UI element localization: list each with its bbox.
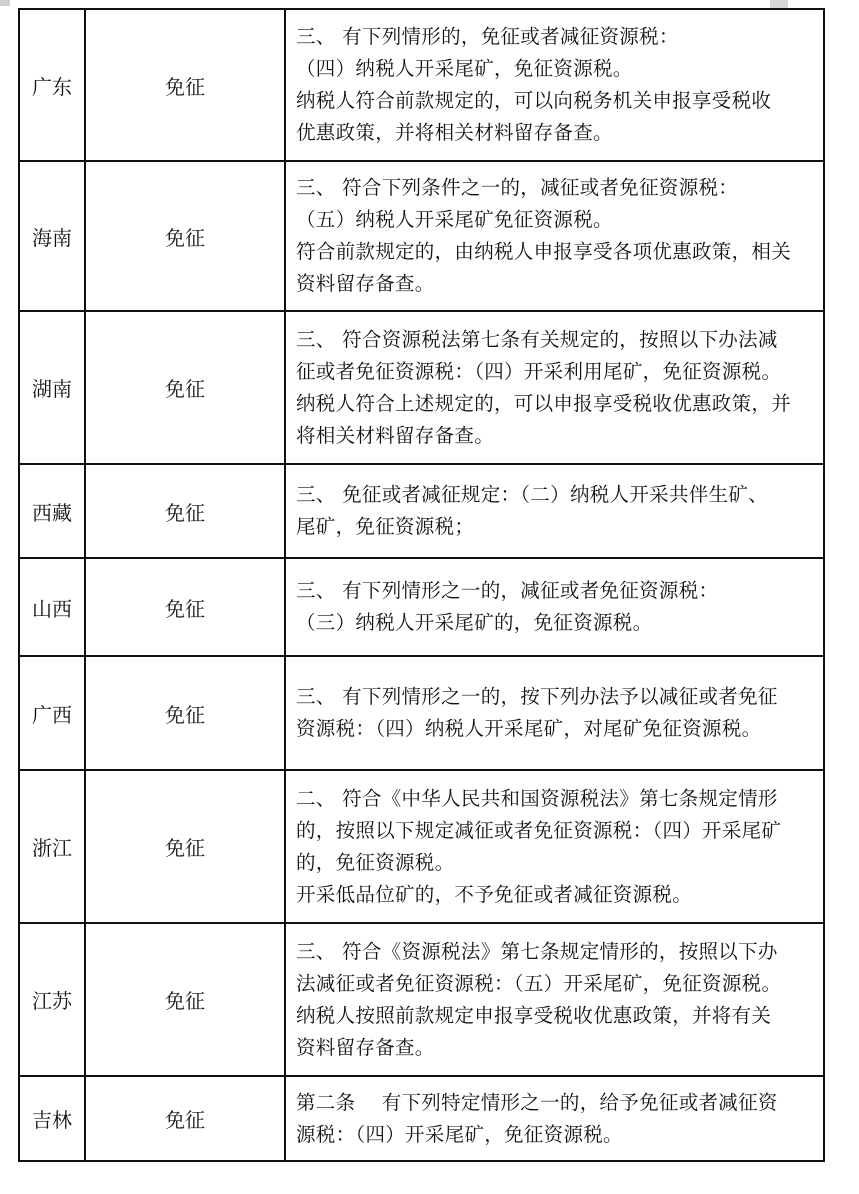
policy-text-line: （五）纳税人开采尾矿免征资源税。 xyxy=(296,208,613,231)
status-cell: 免征 xyxy=(85,770,285,923)
policy-text-line: 纳税人按照前款规定申报享受税收优惠政策，并将有关 xyxy=(296,1003,772,1027)
policy-text-cell xyxy=(285,464,824,558)
policy-text-line: 三、 符合资源税法第七条有关规定的，按照以下办法减 xyxy=(296,327,778,351)
status-cell: 免征 xyxy=(85,558,285,656)
policy-text-line: 开采低品位矿的，不予免征或者减征资源税。 xyxy=(296,882,693,906)
status-cell: 免征 xyxy=(85,9,285,161)
policy-text-cell xyxy=(285,9,824,161)
province-cell: 广西 xyxy=(19,656,85,770)
policy-text-line: 的，按照以下规定减征或者免征资源税：（四）开采尾矿 xyxy=(296,818,782,842)
table-row xyxy=(19,558,824,656)
status-cell: 免征 xyxy=(85,464,285,558)
policy-text-cell xyxy=(285,161,824,311)
policy-text-line: 尾矿，免征资源税； xyxy=(296,515,475,538)
policy-text-line: 三、 有下列情形之一的，按下列办法予以减征或者免征 xyxy=(296,685,778,708)
status-cell: 免征 xyxy=(85,161,285,311)
province-cell: 山西 xyxy=(19,558,85,656)
policy-text-line: 第二条 有下列特定情形之一的，给予免征或者减征资 xyxy=(296,1090,778,1114)
policy-text-line: 的，免征资源税。 xyxy=(296,850,455,874)
table-row xyxy=(19,161,824,311)
policy-text-line: （三）纳税人开采尾矿的，免征资源税。 xyxy=(296,611,653,634)
policy-text-line: 源税：（四）开采尾矿，免征资源税。 xyxy=(296,1122,623,1146)
tax-policy-table xyxy=(18,8,825,1162)
policy-text-line: 符合前款规定的，由纳税人申报享受各项优惠政策，相关 xyxy=(296,240,792,263)
policy-text-cell xyxy=(285,923,824,1076)
table-row xyxy=(19,311,824,464)
policy-text-line: 三、 符合《资源税法》第七条规定情形的，按照以下办 xyxy=(296,939,778,963)
policy-text-line: 资料留存备查。 xyxy=(296,1035,435,1059)
province-cell: 西藏 xyxy=(19,464,85,558)
status-cell: 免征 xyxy=(85,923,285,1076)
policy-text-line: 资源税：（四）纳税人开采尾矿，对尾矿免征资源税。 xyxy=(296,717,762,740)
province-cell: 江苏 xyxy=(19,923,85,1076)
policy-text-line: 纳税人符合上述规定的，可以申报享受税收优惠政策，并 xyxy=(296,391,792,415)
province-cell: 湖南 xyxy=(19,311,85,464)
province-cell: 浙江 xyxy=(19,770,85,923)
page-corner-mark xyxy=(770,0,788,8)
policy-text-line: 二、 符合《中华人民共和国资源税法》第七条规定情形 xyxy=(296,786,778,810)
policy-text-line: 将相关材料留存备查。 xyxy=(296,423,495,447)
policy-text-line: 三、 符合下列条件之一的，减征或者免征资源税： xyxy=(296,176,739,199)
table-row xyxy=(19,923,824,1076)
policy-text-line: 法减征或者免征资源税：（五）开采尾矿，免征资源税。 xyxy=(296,971,782,995)
policy-text-line: 征或者免征资源税：（四）开采利用尾矿，免征资源税。 xyxy=(296,359,782,383)
policy-text-cell xyxy=(285,770,824,923)
table-row xyxy=(19,9,824,161)
table-row xyxy=(19,1076,824,1161)
province-cell: 海南 xyxy=(19,161,85,311)
table-row xyxy=(19,656,824,770)
policy-text-line: （四）纳税人开采尾矿，免征资源税。 xyxy=(296,57,633,80)
policy-text-cell xyxy=(285,558,824,656)
policy-text-line: 资料留存备查。 xyxy=(296,272,435,295)
status-cell: 免征 xyxy=(85,656,285,770)
province-cell: 广东 xyxy=(19,9,85,161)
status-cell: 免征 xyxy=(85,311,285,464)
province-cell: 吉林 xyxy=(19,1076,85,1161)
policy-text-line: 纳税人符合前款规定的，可以向税务机关申报享受税收 xyxy=(296,89,772,112)
policy-text-cell xyxy=(285,1076,824,1161)
policy-text-cell xyxy=(285,311,824,464)
policy-text-line: 优惠政策，并将相关材料留存备查。 xyxy=(296,121,613,144)
policy-text-line: 三、 有下列情形的，免征或者减征资源税： xyxy=(296,25,679,48)
policy-text-cell xyxy=(285,656,824,770)
policy-text-line: 三、 有下列情形之一的，减征或者免征资源税： xyxy=(296,579,719,602)
page-corner-mark xyxy=(0,0,10,6)
table-row xyxy=(19,770,824,923)
status-cell: 免征 xyxy=(85,1076,285,1161)
table-row xyxy=(19,464,824,558)
policy-text-line: 三、 免征或者减征规定：（二）纳税人开采共伴生矿、 xyxy=(296,483,768,506)
